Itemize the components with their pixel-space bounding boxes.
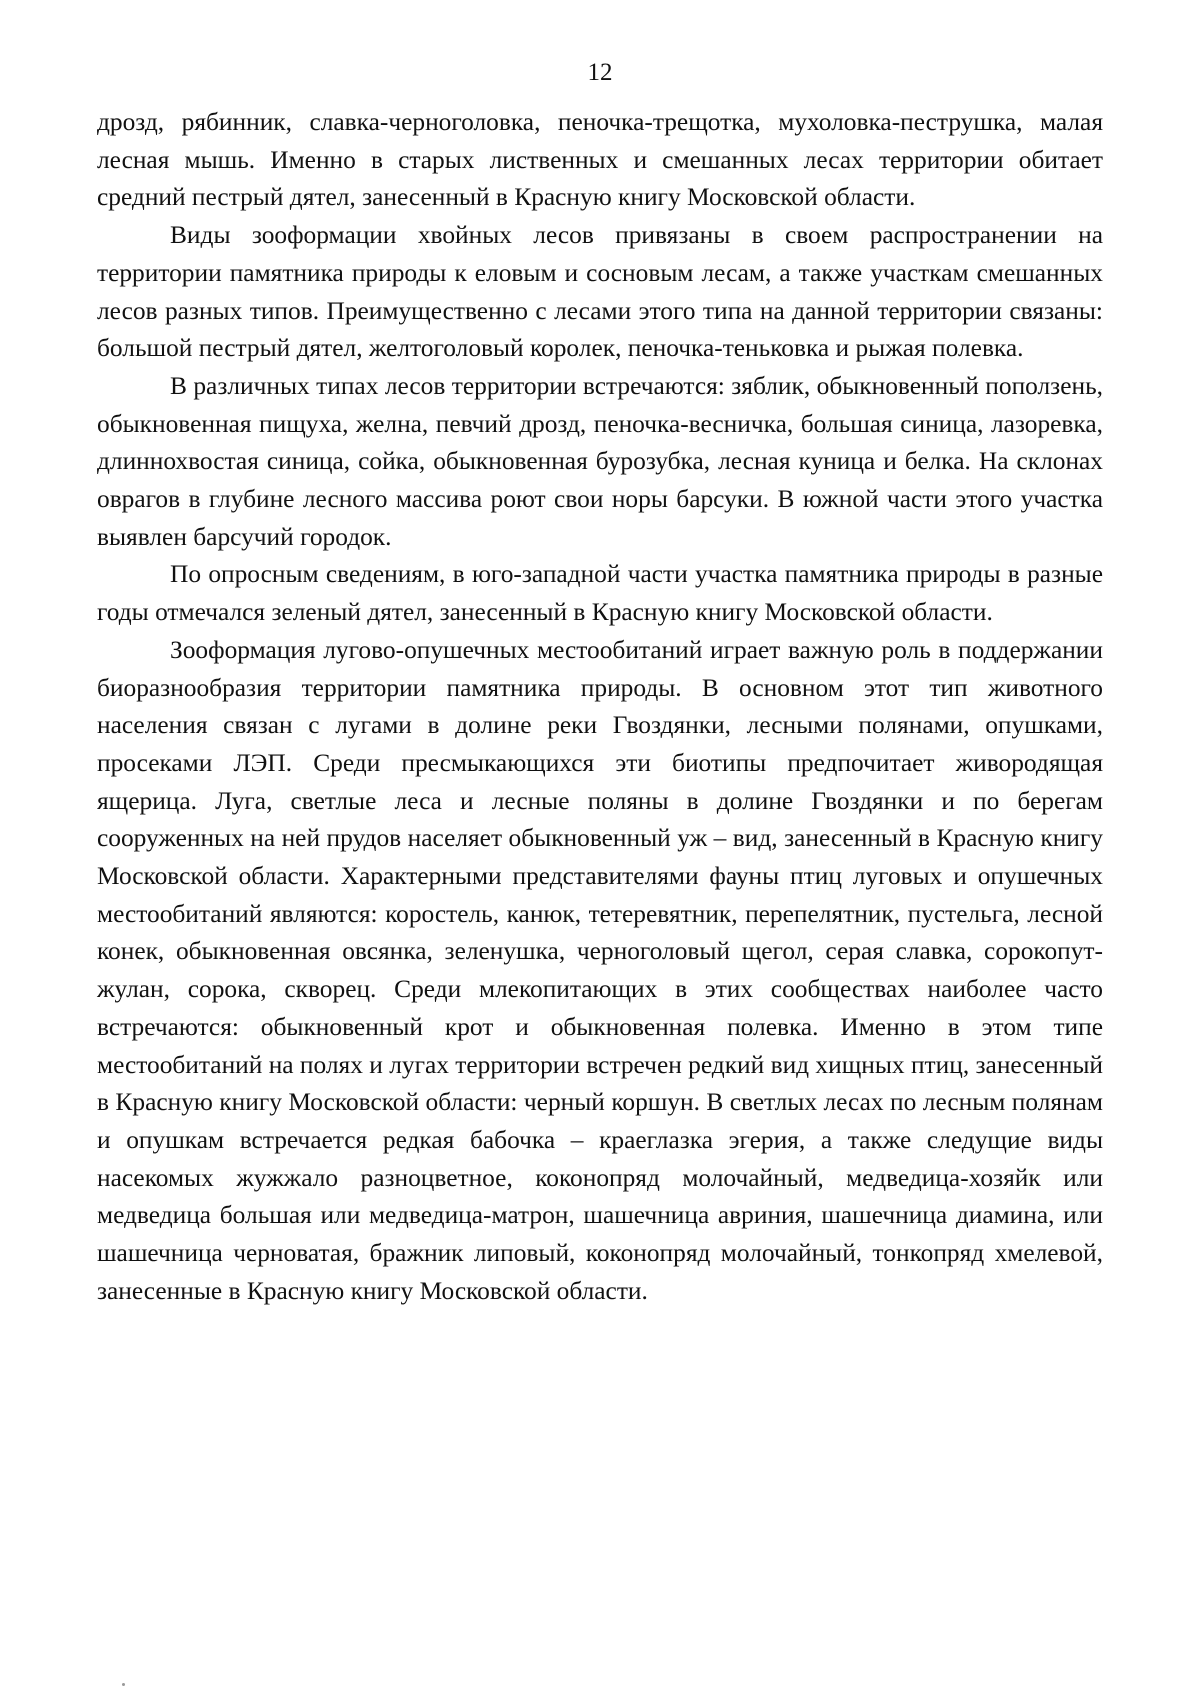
- paragraph-survey-data: По опросным сведениям, в юго-западной части участка памятника природы в разные годы отмечался зеленый дятел, занесенный в Красную книгу Московской области.: [97, 560, 1103, 627]
- page-number: 12: [587, 59, 613, 86]
- paragraph-meadow-habitats: Зооформация лугово-опушечных местообитаний играет важную роль в поддержании биоразнообразия территории памятника природы. В основном этот тип животного населения связан с лугами в долине реки Гвоздянки, лесными полянами, опушками, просеками ЛЭП. Среди пресмыкающихся эти биотипы предпочитает живородящая ящерица. Луга, светлые леса и лесные поляны в долине Гвоздянки и по берегам сооруженных на ней прудов населяет обыкновенный уж – вид, занесенный в Красную книгу Московской области. Характерными представителями фауны птиц луговых и опушечных местообитаний являются: коростель, канюк, тетеревятник, перепелятник, пустельга, лесной конек, обыкновенная овсянка, зеленушка, черноголовый щегол, серая славка, сорокопут-жулан, сорока, скворец. Среди млекопитающих в этих сообществах наиболее часто встречаются: обыкновенный крот и обыкновенная полевка. Именно в этом типе местообитаний на полях и лугах территории встречен редкий вид хищных птиц, занесенный в Красную книгу Московской области: черный коршун. В светлых лесах по лесным полянам и опушкам встречается редкая бабочка – краеглазка эгерия, а также следущие виды насекомых жужжало разноцветное, коконопряд молочайный, медведица-хозяйк или медведица большая или медведица-матрон, шашечница авриния, шашечница диамина, или шашечница черноватая, бражник липовый, коконопряд молочайный, тонкопряд хмелевой, занесенные в Красную книгу Московской области.: [97, 635, 1103, 1305]
- document-body: [97, 104, 1103, 1311]
- scan-artifact-dot: [122, 1683, 125, 1686]
- paragraph-forest-types: В различных типах лесов территории встречаются: зяблик, обыкновенный поползень, обыкновенная пищуха, желна, певчий дрозд, пеночка-весничка, большая синица, лазоревка, длиннохвостая синица, сойка, обыкновенная бурозубка, лесная куница и белка. На склонах оврагов в глубине лесного массива роют свои норы барсуки. В южной части этого участка выявлен барсучий городок.: [97, 371, 1103, 551]
- paragraph-coniferous-forests: Виды зооформации хвойных лесов привязаны в своем распространении на территории памятника природы к еловым и сосновым лесам, а также участкам смешанных лесов разных типов. Преимущественно с лесами этого типа на данной территории связаны: большой пестрый дятел, желтоголовый королек, пеночка-теньковка и рыжая полевка.: [97, 221, 1103, 363]
- paragraph-continuation: дрозд, рябинник, славка-черноголовка, пеночка-трещотка, мухоловка-пеструшка, малая лесная мышь. Именно в старых лиственных и смешанных лесах территории обитает средний пестрый дятел, занесенный в Красную книгу Московской области.: [97, 108, 1103, 212]
